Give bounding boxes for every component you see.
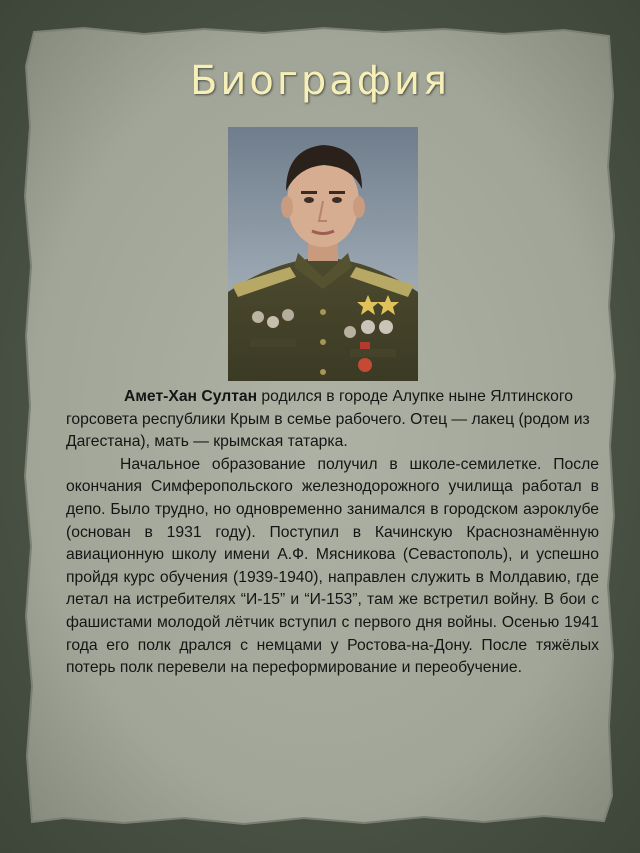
subject-name: Амет-Хан Султан: [124, 388, 258, 405]
biography-paragraph-1: [66, 386, 599, 454]
slide-title: Биография: [189, 58, 451, 104]
biography-paragraph-2: Начальное образование получил в школе-семилетке. После окончания Симферопольского железнодорожного училища работал в депо. Было трудно, но одновременно занимался в городском аэроклубе (основан в 1931 году). Поступил в Качинскую Краснознамённую авиационную школу имени А.Ф. Мясникова (Севастополь), и успешно пройдя курс обучения (1939-1940), направлен служить в Молдавию, где летал на истребителях “И-15” и “И-153”, там же встретил войну. В бои с фашистами молодой лётчик вступил с первого дня войны. Осенью 1941 года его полк дрался с немцами у Ростова-на-Дону. После тяжёлых потерь полк перевели на переформирование и переобучение.: [66, 455, 599, 677]
paragraph-1-text: родился в городе Алупке ныне Ялтинского горсовета республики Крым в семье рабочего. Отец — лакец (родом из Дагестана), мать — крымская татарка.: [66, 388, 590, 451]
soldier-portrait-image: [228, 127, 418, 381]
biography-text: [66, 386, 599, 680]
